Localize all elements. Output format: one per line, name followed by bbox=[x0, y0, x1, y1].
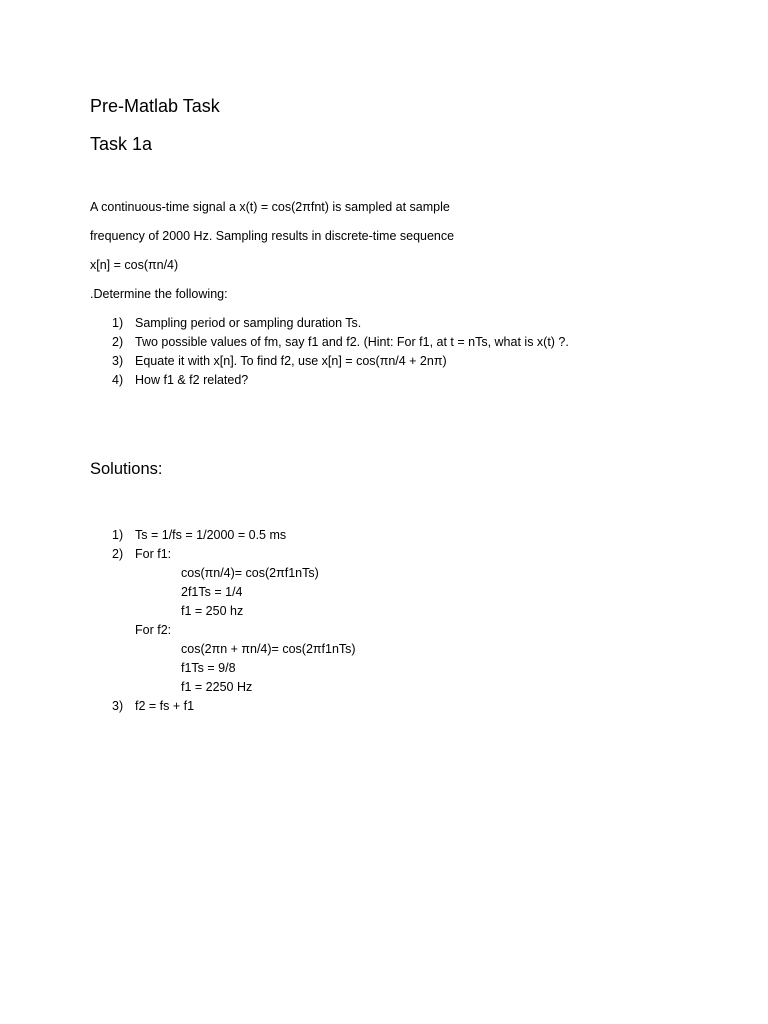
list-text: 2f1Ts = 1/4 bbox=[181, 585, 243, 599]
list-number: 1) bbox=[112, 528, 124, 542]
list-text: f1Ts = 9/8 bbox=[181, 661, 236, 675]
list-item bbox=[0, 353, 768, 372]
list-text: f2 = fs + f1 bbox=[135, 699, 195, 713]
list-text: f1 = 250 hz bbox=[181, 604, 244, 618]
solutions-heading: Solutions: bbox=[90, 460, 163, 478]
list-number: 3) bbox=[112, 354, 124, 368]
solution-row bbox=[0, 546, 768, 565]
list-item bbox=[0, 315, 768, 334]
list-text: cos(2πn + πn/4)= cos(2πf1nTs) bbox=[181, 642, 356, 656]
list-text: For f2: bbox=[135, 623, 172, 637]
list-number: 3) bbox=[112, 699, 124, 713]
solution-row bbox=[0, 660, 768, 679]
page-subtitle: Task 1a bbox=[90, 134, 153, 154]
solution-row bbox=[0, 698, 768, 717]
solution-row bbox=[0, 584, 768, 603]
list-number: 2) bbox=[112, 547, 124, 561]
list-text: Two possible values of fm, say f1 and f2. (Hint: For f1, at t = nTs, what is x(t) ?. bbox=[135, 335, 569, 349]
list-text: Sampling period or sampling duration Ts. bbox=[135, 316, 362, 330]
intro-line-2: frequency of 2000 Hz. Sampling results in discrete-time sequence bbox=[90, 229, 455, 243]
solution-row bbox=[0, 679, 768, 698]
list-text: How f1 & f2 related? bbox=[135, 373, 249, 387]
solution-row bbox=[0, 565, 768, 584]
list-number: 2) bbox=[112, 335, 124, 349]
solutions-list bbox=[0, 527, 768, 717]
list-text: Equate it with x[n]. To find f2, use x[n] = cos(πn/4 + 2nπ) bbox=[135, 354, 447, 368]
solution-row bbox=[0, 603, 768, 622]
list-text: Ts = 1/fs = 1/2000 = 0.5 ms bbox=[135, 528, 287, 542]
list-number: 4) bbox=[112, 373, 124, 387]
list-text: cos(πn/4)= cos(2πf1nTs) bbox=[181, 566, 319, 580]
question-list bbox=[0, 315, 768, 391]
list-item bbox=[0, 372, 768, 391]
page-title: Pre-Matlab Task bbox=[90, 96, 220, 116]
solution-row bbox=[0, 622, 768, 641]
list-number: 1) bbox=[112, 316, 124, 330]
list-text: f1 = 2250 Hz bbox=[181, 680, 253, 694]
intro-line-4: .Determine the following: bbox=[90, 287, 228, 301]
list-text: For f1: bbox=[135, 547, 172, 561]
intro-line-1: A continuous-time signal a x(t) = cos(2πfnt) is sampled at sample bbox=[90, 200, 450, 214]
solution-row bbox=[0, 641, 768, 660]
list-item bbox=[0, 334, 768, 353]
intro-line-3: x[n] = cos(πn/4) bbox=[90, 258, 179, 272]
solution-row bbox=[0, 527, 768, 546]
